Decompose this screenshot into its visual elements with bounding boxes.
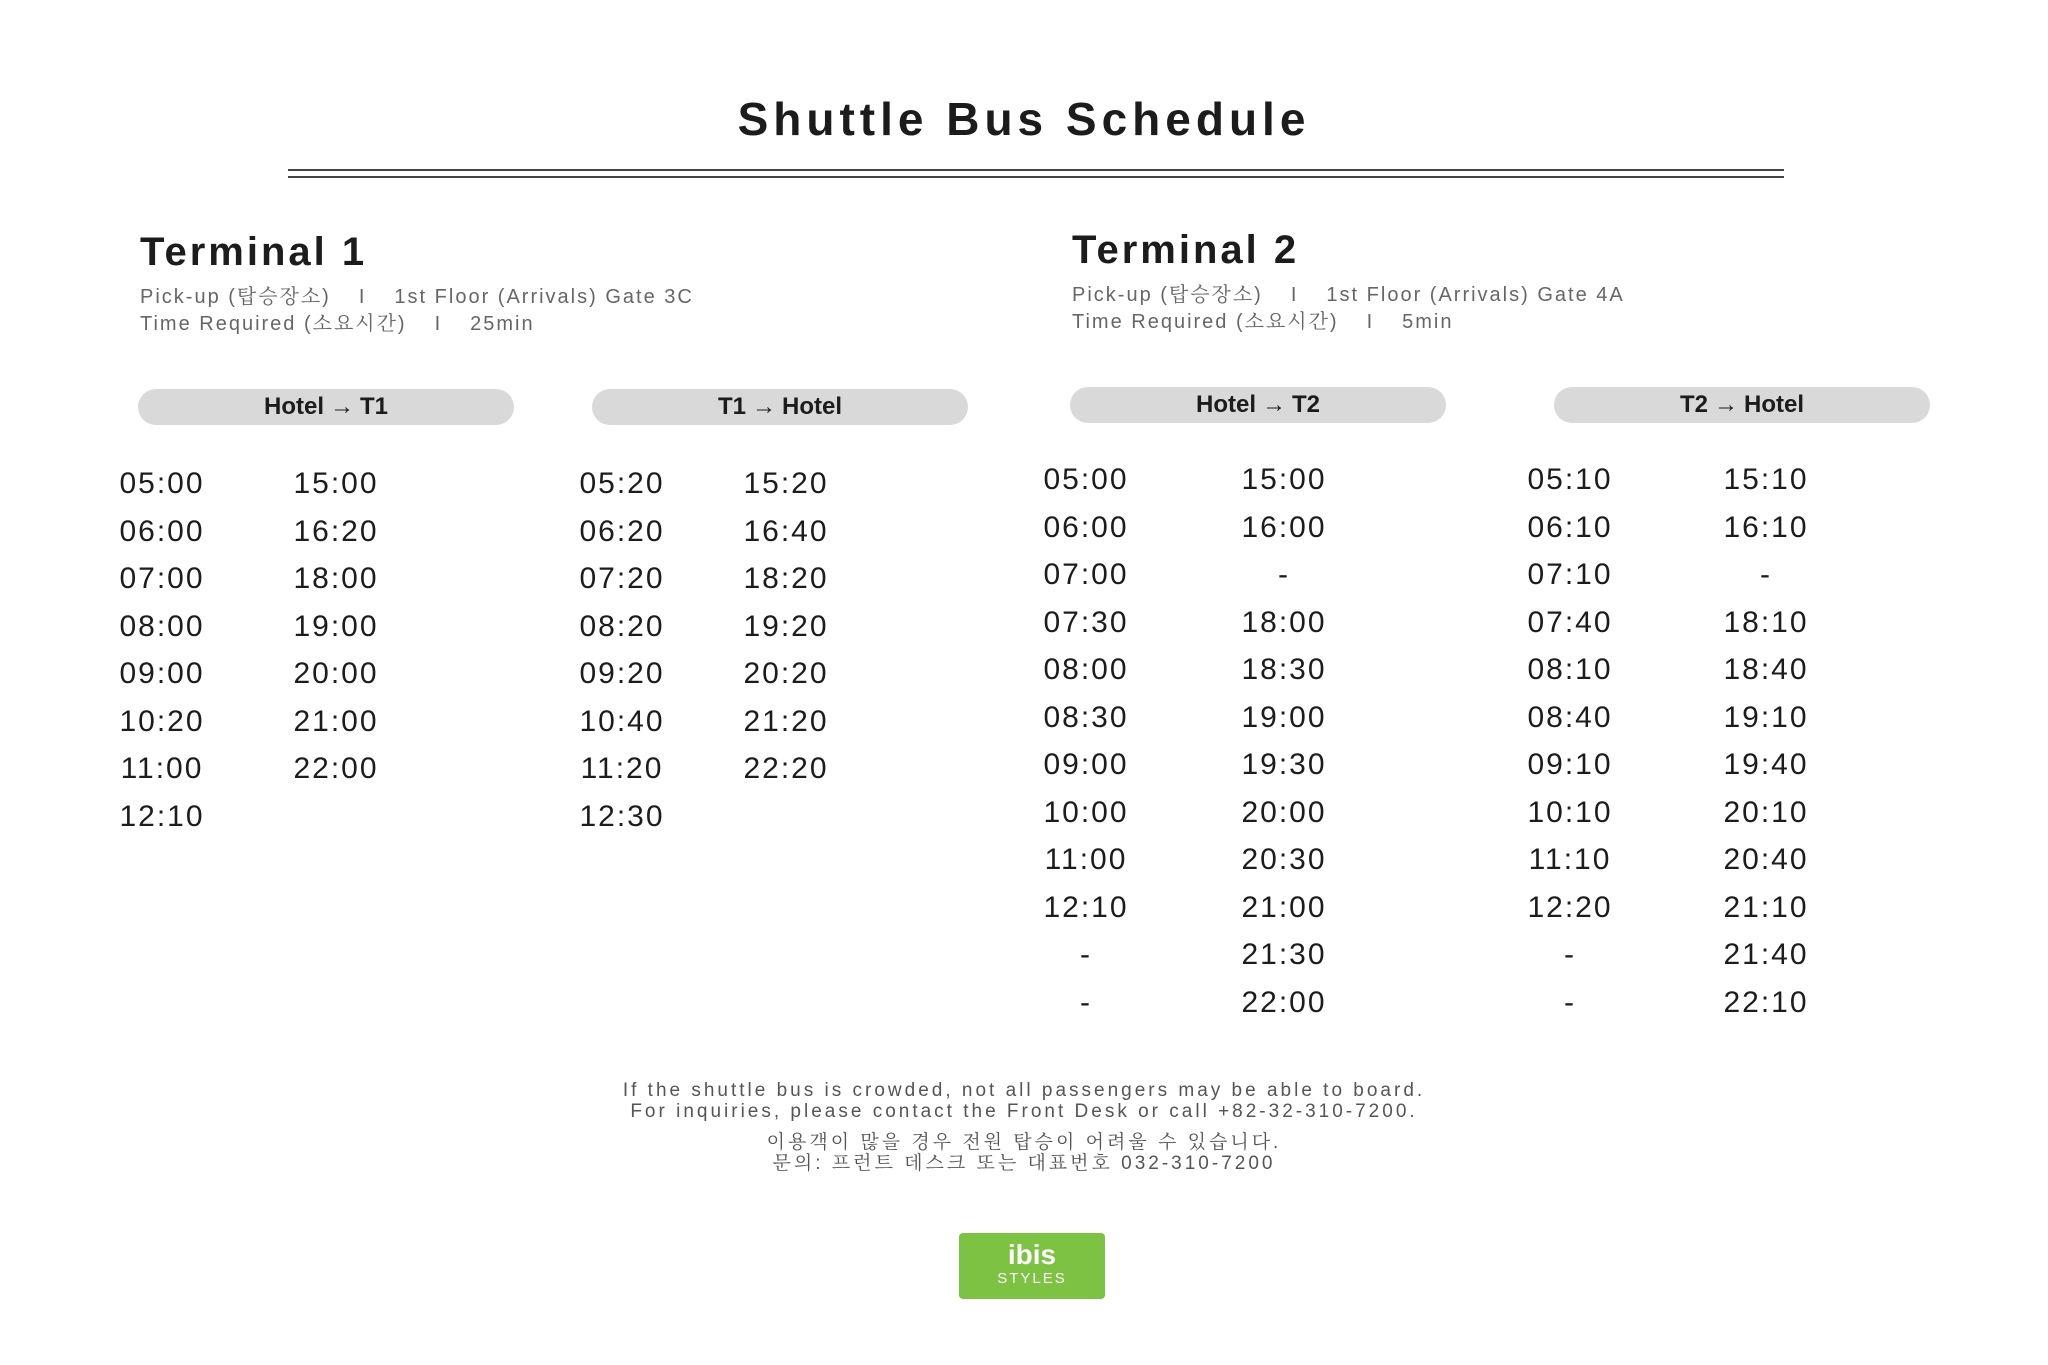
departure-time-afternoon: 21:20 xyxy=(743,704,829,738)
departure-time-afternoon: 21:30 xyxy=(1241,938,1327,971)
departure-time-afternoon: 18:30 xyxy=(1241,653,1327,686)
route-header-hotel-to-t1 xyxy=(138,389,514,425)
departure-time-afternoon: 21:00 xyxy=(293,704,379,738)
pickup-value: 1st Floor (Arrivals) Gate 3C xyxy=(394,286,694,308)
departure-time-morning: 05:00 xyxy=(1043,463,1129,496)
departure-time-afternoon: 18:00 xyxy=(293,562,379,595)
terminal-1-header xyxy=(140,232,694,338)
route-header-t2-to-hotel xyxy=(1554,387,1930,423)
terminal-1-title: Terminal 1 xyxy=(140,230,368,274)
departure-time-morning: 08:00 xyxy=(1043,653,1129,686)
departure-time-morning: 05:10 xyxy=(1527,463,1613,496)
departure-time-afternoon: 15:10 xyxy=(1723,463,1809,496)
departure-time-morning: 05:20 xyxy=(579,467,665,500)
crowding-note-ko: 이용객이 많을 경우 전원 탑승이 어려울 수 있습니다. xyxy=(766,1132,1282,1153)
separator: I xyxy=(1366,311,1375,333)
departure-time-morning: 10:00 xyxy=(1043,795,1129,829)
arrow-right-icon: → xyxy=(752,393,776,420)
departure-time-afternoon: 20:40 xyxy=(1723,843,1809,876)
departure-time-morning: 11:00 xyxy=(120,752,204,785)
departure-time-morning: 06:20 xyxy=(579,514,665,548)
departure-time-morning: 09:10 xyxy=(1527,748,1613,781)
logo-text-ibis: ibis xyxy=(1007,1239,1057,1270)
route-header-t1-to-hotel xyxy=(592,389,968,425)
departure-time-afternoon: 19:10 xyxy=(1723,700,1809,734)
departure-time-afternoon: 22:00 xyxy=(1241,985,1327,1019)
page-title: Shuttle Bus Schedule xyxy=(737,93,1311,145)
departure-time-afternoon: 22:00 xyxy=(293,752,379,785)
route-to: T2 xyxy=(1291,391,1320,418)
departure-time-morning: 12:30 xyxy=(579,799,665,833)
route-from: T2 xyxy=(1679,391,1708,418)
departure-time-morning: 10:10 xyxy=(1527,795,1613,829)
ibis-styles-logo xyxy=(959,1233,1105,1299)
departure-time-afternoon: 15:00 xyxy=(293,467,379,500)
terminal-1-info xyxy=(140,284,694,338)
departure-time-afternoon: 20:00 xyxy=(1241,795,1327,829)
departure-time-afternoon: 16:20 xyxy=(293,514,379,548)
departure-time-afternoon: 19:00 xyxy=(1241,700,1327,734)
departure-time-afternoon: 18:10 xyxy=(1723,605,1809,639)
separator: I xyxy=(358,286,367,308)
departure-time-afternoon: 19:00 xyxy=(293,609,379,643)
departure-time-morning: - xyxy=(1080,985,1092,1019)
departure-time-morning: 06:10 xyxy=(1527,510,1613,544)
route-header-hotel-to-t2 xyxy=(1070,387,1446,423)
departure-time-afternoon: 16:40 xyxy=(743,514,829,548)
terminal-1-time-required xyxy=(140,311,694,338)
route-from: Hotel xyxy=(263,393,324,420)
terminal-2-header xyxy=(1072,230,1625,336)
departure-time-afternoon: 16:10 xyxy=(1723,510,1809,544)
route-from: Hotel xyxy=(1195,391,1256,418)
departure-time-afternoon: 15:00 xyxy=(1241,463,1327,496)
title-divider-bottom xyxy=(288,176,1784,178)
departure-time-morning: 12:10 xyxy=(119,799,205,833)
departure-time-morning: 08:20 xyxy=(579,609,665,643)
departure-time-morning: 10:20 xyxy=(119,704,205,738)
departure-time-morning: 07:00 xyxy=(119,562,205,595)
departure-time-afternoon: 20:00 xyxy=(293,657,379,690)
departure-time-afternoon: 21:00 xyxy=(1241,890,1327,924)
footer-notes-ko xyxy=(0,1132,2048,1174)
departure-time-afternoon: 20:30 xyxy=(1241,843,1327,876)
departure-time-morning: 06:00 xyxy=(1043,510,1129,544)
departure-time-morning: 11:00 xyxy=(1044,843,1128,876)
departure-time-afternoon: 18:20 xyxy=(743,562,829,595)
departure-time-morning: 08:40 xyxy=(1527,700,1613,734)
time-label: Time Required (소요시간) xyxy=(140,313,407,335)
departure-time-afternoon: 20:20 xyxy=(743,657,829,690)
departure-time-afternoon: 19:20 xyxy=(743,609,829,643)
departure-time-morning: 12:20 xyxy=(1527,890,1613,924)
departure-time-morning: 08:00 xyxy=(119,609,205,643)
departure-time-morning: 07:30 xyxy=(1043,605,1129,639)
departure-time-morning: 09:00 xyxy=(119,657,205,690)
departure-time-afternoon: 19:30 xyxy=(1241,748,1327,781)
departure-time-morning: 07:00 xyxy=(1043,558,1129,591)
departure-time-afternoon: 21:40 xyxy=(1723,938,1809,971)
pickup-label: Pick-up (탑승장소) xyxy=(140,286,331,308)
departure-time-morning: 11:10 xyxy=(1528,843,1612,876)
time-label: Time Required (소요시간) xyxy=(1072,311,1339,333)
departure-time-morning: 07:40 xyxy=(1527,605,1613,639)
footer-notes-en xyxy=(0,1080,2048,1122)
departure-time-morning: - xyxy=(1564,985,1576,1019)
departure-time-afternoon: 15:20 xyxy=(743,467,829,500)
inquiry-note-ko: 문의: 프런트 데스크 또는 대표번호 032-310-7200 xyxy=(772,1153,1276,1174)
departure-time-morning: 05:00 xyxy=(119,467,205,500)
departure-time-afternoon: 22:10 xyxy=(1723,985,1809,1019)
separator: I xyxy=(434,313,443,335)
departure-time-morning: - xyxy=(1080,938,1092,971)
logo-text-styles: STYLES xyxy=(997,1270,1067,1287)
departure-time-afternoon: 18:00 xyxy=(1241,605,1327,639)
arrow-right-icon: → xyxy=(1261,391,1286,418)
terminal-2-title: Terminal 2 xyxy=(1072,228,1300,272)
departure-time-afternoon: - xyxy=(1760,558,1772,591)
departure-time-morning: 10:40 xyxy=(579,704,665,738)
departure-time-afternoon: 20:10 xyxy=(1723,795,1809,829)
terminal-2-info xyxy=(1072,282,1625,336)
route-to: Hotel xyxy=(1744,391,1804,418)
departure-time-afternoon: - xyxy=(1278,558,1290,591)
pickup-value: 1st Floor (Arrivals) Gate 4A xyxy=(1326,284,1625,306)
route-to: Hotel xyxy=(782,393,842,420)
departure-time-morning: 09:20 xyxy=(579,657,665,690)
departure-time-morning: 08:10 xyxy=(1527,653,1613,686)
terminal-1-pickup xyxy=(140,284,694,311)
time-value: 25min xyxy=(470,313,535,335)
route-from: T1 xyxy=(717,393,746,420)
separator: I xyxy=(1290,284,1299,306)
inquiry-note-en: For inquiries, please contact the Front Desk or call +82-32-310-7200. xyxy=(630,1101,1418,1122)
departure-time-morning: 12:10 xyxy=(1043,890,1129,924)
pickup-label: Pick-up (탑승장소) xyxy=(1072,284,1263,306)
departure-time-morning: 08:30 xyxy=(1043,700,1129,734)
crowding-note-en: If the shuttle bus is crowded, not all passengers may be able to board. xyxy=(622,1080,1426,1101)
arrow-right-icon: → xyxy=(329,393,354,420)
departure-time-morning: 11:20 xyxy=(580,752,664,785)
departure-time-afternoon: 19:40 xyxy=(1723,748,1809,781)
route-to: T1 xyxy=(359,393,388,420)
departure-time-morning: 06:00 xyxy=(119,514,205,548)
departure-time-morning: - xyxy=(1564,938,1576,971)
departure-time-morning: 09:00 xyxy=(1043,748,1129,781)
departure-time-afternoon: 16:00 xyxy=(1241,510,1327,544)
terminal-2-time-required xyxy=(1072,309,1625,336)
departure-time-afternoon: 18:40 xyxy=(1723,653,1809,686)
time-value: 5min xyxy=(1402,311,1454,333)
title-divider-top xyxy=(288,169,1784,171)
arrow-right-icon: → xyxy=(1714,391,1738,418)
departure-time-morning: 07:20 xyxy=(579,562,665,595)
departure-time-afternoon: 21:10 xyxy=(1723,890,1809,924)
departure-time-afternoon: 22:20 xyxy=(743,752,829,785)
terminal-2-pickup xyxy=(1072,282,1625,309)
departure-time-morning: 07:10 xyxy=(1527,558,1613,591)
